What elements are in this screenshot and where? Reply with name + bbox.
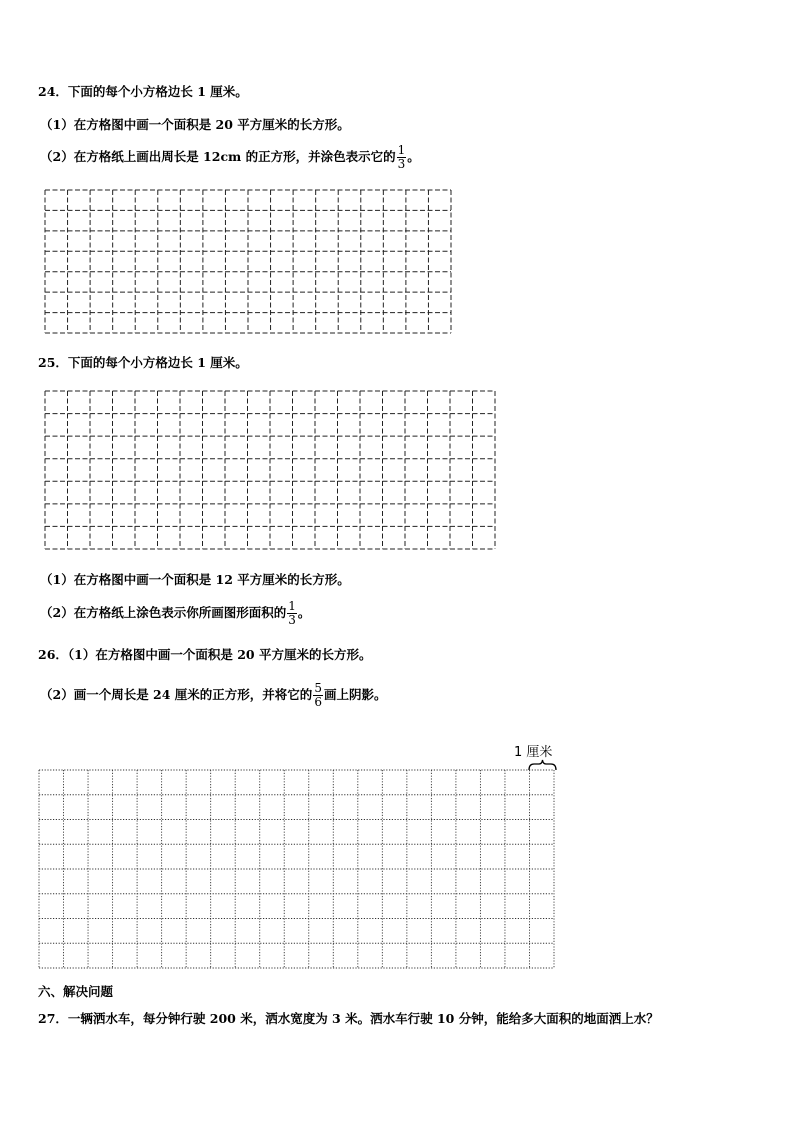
section6-title: 六、解决问题 (38, 984, 114, 999)
q26-part2-end: 画上阴影。 (323, 687, 387, 702)
q25-part2-text: （2）在方格纸上涂色表示你所画图形面积的 (40, 605, 287, 620)
q25-part2 (40, 600, 310, 627)
q24-fraction (397, 144, 407, 171)
q24-part2-end: 。 (407, 149, 420, 164)
unit-label: 1 厘米 (514, 745, 553, 760)
q25-frac-den: 3 (288, 613, 296, 627)
q24-grid[interactable] (45, 190, 451, 333)
q25-title: 25．下面的每个小方格边长 1 厘米。 (38, 355, 248, 370)
q24-part1: （1）在方格图中画一个面积是 20 平方厘米的长方形。 (40, 117, 350, 132)
q25-grid[interactable] (45, 391, 495, 549)
q26-title: 26．（1）在方格图中画一个面积是 20 平方厘米的长方形。 (38, 647, 372, 662)
q26-grid[interactable] (39, 770, 554, 968)
q26-part2 (40, 682, 386, 709)
q26-frac-den: 6 (314, 695, 322, 709)
q25-part1: （1）在方格图中画一个面积是 12 平方厘米的长方形。 (40, 572, 350, 587)
q26-part2-text: （2）画一个周长是 24 厘米的正方形，并将它的 (40, 687, 313, 702)
q26-frac-num: 5 (314, 681, 322, 695)
q26-fraction (313, 682, 323, 709)
q25-fraction (287, 600, 297, 627)
q25-part2-end: 。 (297, 605, 311, 620)
q24-title: 24．下面的每个小方格边长 1 厘米。 (38, 84, 248, 99)
q24-frac-num: 1 (397, 143, 406, 157)
q24-part2-text: （2）在方格纸上画出周长是 12cm 的正方形，并涂色表示它的 (40, 149, 396, 164)
q25-frac-num: 1 (288, 599, 296, 613)
q27-text: 27．一辆洒水车，每分钟行驶 200 米，洒水宽度为 3 米。洒水车行驶 10 分钟，能给多大面积的地面洒上水？ (38, 1011, 659, 1026)
q24-frac-den: 3 (397, 157, 406, 171)
q24-part2 (40, 144, 420, 171)
